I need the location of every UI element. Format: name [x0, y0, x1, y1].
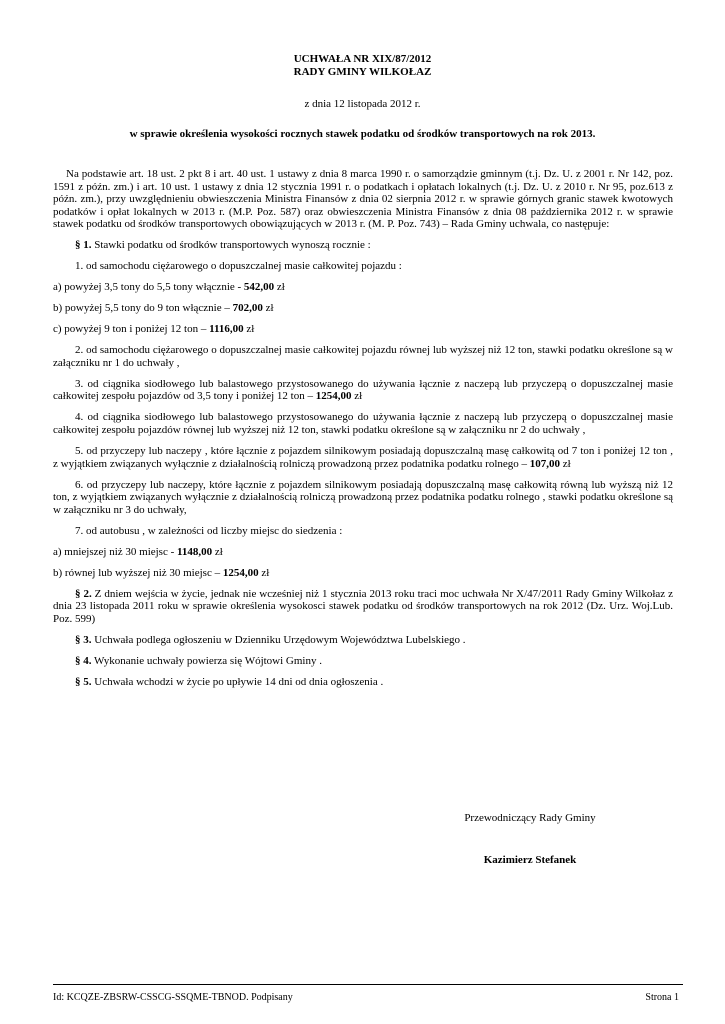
signature-name: Kazimierz Stefanek	[483, 854, 577, 866]
section-1-intro-text: Stawki podatku od środków transportowych wynoszą rocznie :	[91, 239, 371, 252]
section-4-mark: § 4.	[75, 654, 92, 667]
item-5-text: 5. od przyczepy lub naczepy , które łącznie z pojazdem silnikowym posiadają dopuszczalną masę całkowitą od 7 ton i poniżej 12 ton , z wyjątkiem związanych wyłącznie z działalnością rolniczą prowadzoną przez podatnika podatku rolnego –	[53, 445, 673, 470]
section-4	[53, 655, 673, 668]
item-1b-currency: zł	[262, 302, 274, 315]
section-1-item-2: 2. od samochodu ciężarowego o dopuszczalnej masie całkowitej pojazdu równej lub wyższej niż 12 ton, stawki podatku określone są w załączniku nr 1 do uchwały ,	[53, 344, 673, 369]
item-1c-text: c) powyżej 9 ton i poniżej 12 ton –	[53, 323, 210, 336]
item-7b-text: b) równej lub wyższej niż 30 miejsc –	[53, 566, 223, 579]
item-7a-currency: zł	[212, 545, 223, 558]
footer-divider	[53, 984, 683, 985]
section-1-intro	[53, 239, 673, 252]
preamble: Na podstawie art. 18 ust. 2 pkt 8 i art. 40 ust. 1 ustawy z dnia 8 marca 1990 r. o samorządzie gminnym (t.j. Dz. U. z 2001 r. Nr 142, poz. 1591 z późn. zm.) i art. 10 ust. 1 ustawy z dnia 12 stycznia 1991 r. o podatkach i opłatach lokalnych (t.j. Dz. U. z 2010 r. Nr 95, poz.613 z późn. zm.), przy uwzględnieniu obwieszczenia Ministra Finansów z dnia 02 sierpnia 2012 r. w sprawie górnych granic stawek kwotowych podatków i opłat lokalnych w 2013 r. (M.P. Poz. 587) oraz obwieszczenia Ministra Finansów z dnia 08 października 2012 r. w sprawie stawek podatku od środków transportowych obowiązujących w 2013 r. (M. P. Poz. 743) – Rada Gminy uchwala, co następuje:	[53, 168, 673, 231]
item-7a-amount: 1148,00	[177, 545, 213, 558]
resolution-date: z dnia 12 listopada 2012 r.	[304, 98, 421, 110]
resolution-body	[53, 168, 673, 688]
section-1-item-3	[53, 378, 673, 403]
section-2-mark: § 2.	[75, 587, 92, 600]
item-3-amount: 1254,00	[315, 390, 352, 403]
section-4-text: Wykonanie uchwały powierza się Wójtowi Gminy .	[91, 654, 322, 667]
footer-page-number: Strona 1	[645, 992, 679, 1003]
item-1c-amount: 1116,00	[209, 323, 244, 336]
section-5	[53, 676, 673, 689]
item-1a-text: a) powyżej 3,5 tony do 5,5 tony włącznie -	[53, 281, 244, 294]
item-3-currency: zł	[351, 390, 363, 403]
item-1b-text: b) powyżej 5,5 tony do 9 ton włącznie –	[53, 302, 233, 315]
item-5-currency: zł	[560, 457, 571, 470]
section-5-mark: § 5.	[75, 675, 92, 688]
section-5-text: Uchwała wchodzi w życie po upływie 14 dni od dnia ogłoszenia .	[91, 675, 384, 688]
item-1a-amount: 542,00	[243, 281, 275, 294]
section-3-mark: § 3.	[75, 633, 92, 646]
section-1-item-7: 7. od autobusu , w zależności od liczby miejsc do siedzenia :	[75, 524, 343, 537]
council-name: RADY GMINY WILKOŁAZ	[293, 66, 432, 78]
document-header	[0, 53, 725, 79]
section-1-item-5	[53, 445, 673, 470]
signature-title: Przewodniczący Rady Gminy	[464, 812, 596, 824]
section-3-text: Uchwała podlega ogłoszeniu w Dzienniku Urzędowym Województwa Lubelskiego .	[91, 633, 466, 646]
item-1b-amount: 702,00	[232, 302, 263, 315]
section-1-item-6: 6. od przyczepy lub naczepy, które łącznie z pojazdem silnikowym posiadają dopuszczalną masę całkowitą równą lub wyższą niż 12 ton, z wyjątkiem związanych wyłącznie z działalnością rolniczą prowadzoną przez podatnika podatku rolnego , stawki podatku określone są w załączniku nr 3 do uchwały,	[53, 478, 673, 516]
item-1a-currency: zł	[274, 281, 285, 294]
resolution-subject: w sprawie określenia wysokości rocznych stawek podatku od środków transportowych na rok 2013.	[129, 128, 596, 140]
item-7b-amount: 1254,00	[222, 566, 259, 579]
item-7a-text: a) mniejszej niż 30 miejsc -	[53, 545, 178, 558]
section-1-item-7a	[53, 546, 673, 559]
section-1-item-7b	[53, 567, 673, 580]
section-1-item-1c	[53, 323, 673, 336]
item-7b-currency: zł	[258, 566, 270, 579]
section-1-item-1b	[53, 302, 673, 315]
item-5-amount: 107,00	[529, 457, 561, 470]
section-1-mark: § 1.	[75, 239, 92, 252]
section-1-item-1: 1. od samochodu ciężarowego o dopuszczalnej masie całkowitej pojazdu :	[75, 260, 402, 273]
footer-document-id: Id: KCQZE-ZBSRW-CSSCG-SSQME-TBNOD. Podpisany	[53, 992, 293, 1003]
section-3	[53, 634, 673, 647]
section-2	[53, 588, 673, 626]
section-1-item-1a	[53, 281, 673, 294]
section-1-item-4: 4. od ciągnika siodłowego lub balastowego przystosowanego do używania łącznie z naczepą lub przyczepą o dopuszczalnej masie całkowitej zespołu pojazdów równej lub wyższej niż 12 ton, stawki podatku określone są w załączniku nr 2 do uchwały ,	[53, 411, 673, 437]
section-2-text: Z dniem wejścia w życie, jednak nie wcześniej niż 1 stycznia 2013 roku traci moc uchwała Nr X/47/2011 Rady Gminy Wilkołaz z dnia 23 listopada 2011 roku w sprawie określenia wysokosci stawek podatku od środków transportowych na rok 2012 (Dz. Urz. Woj.Lub. Poz. 599)	[53, 587, 674, 625]
item-3-text: 3. od ciągnika siodłowego lub balastowego przystosowanego do używania łącznie z naczepą lub przyczepą o dopuszczalnej masie całkowitej zespołu pojazdów od 3,5 tony i poniżej 12 ton –	[53, 377, 673, 403]
resolution-number: UCHWAŁA NR XIX/87/2012	[293, 53, 432, 65]
item-1c-currency: zł	[243, 323, 255, 336]
